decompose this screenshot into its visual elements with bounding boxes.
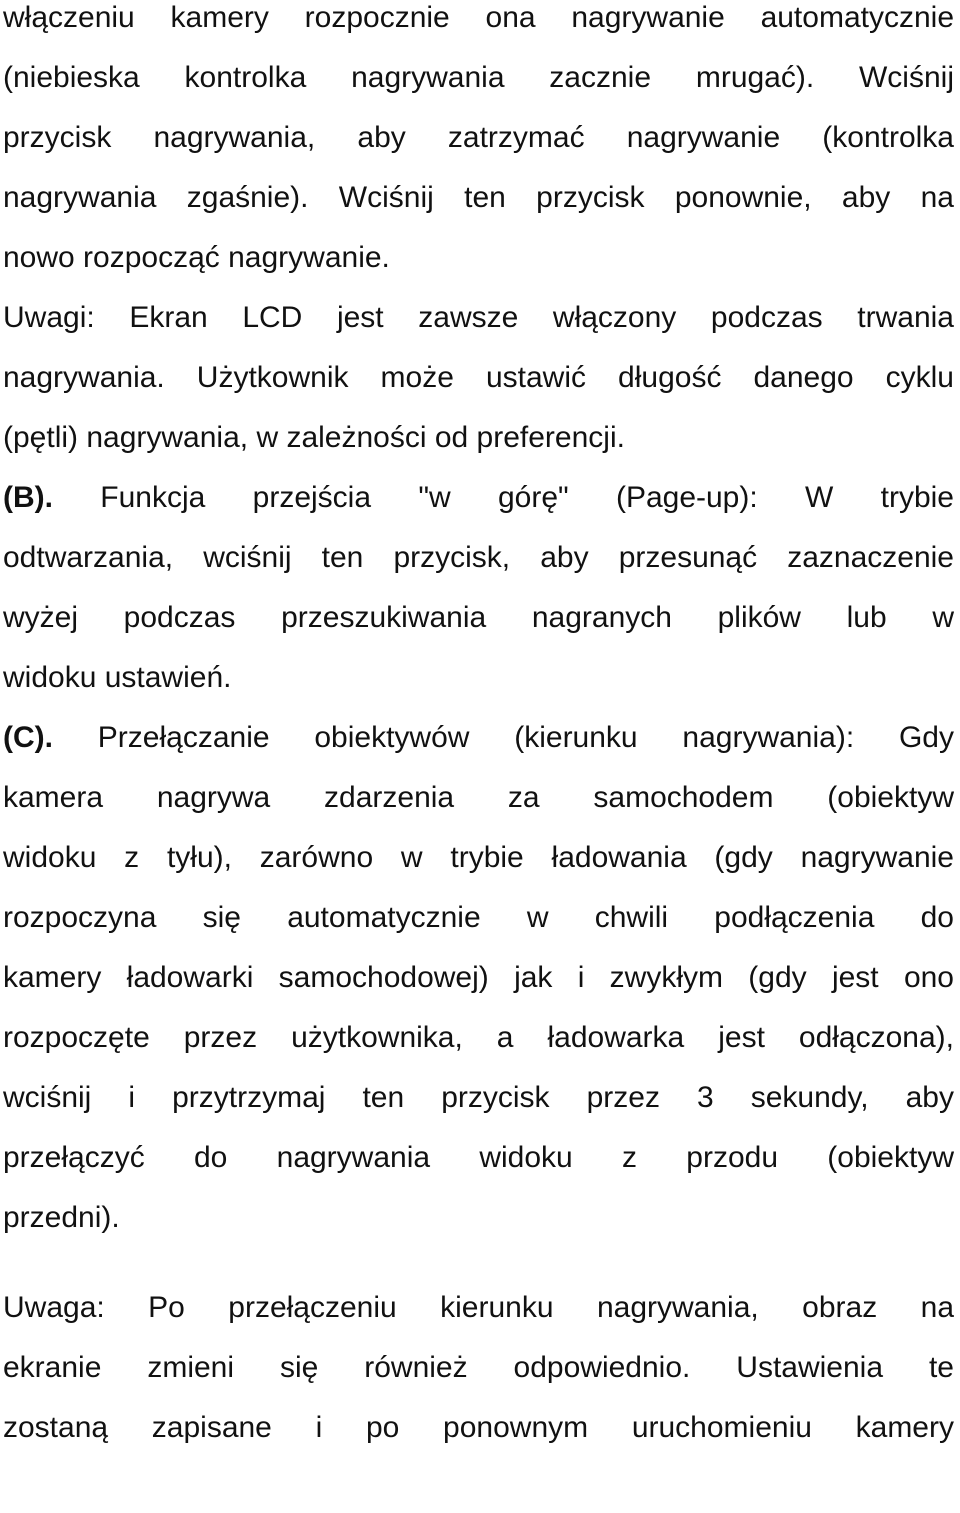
text-line: kamera nagrywa zdarzenia za samochodem (obiektyw <box>3 781 954 814</box>
section-b-first-line <box>3 468 954 528</box>
text-line: nagrywania zgaśnie). Wciśnij ten przycisk ponownie, aby na <box>3 181 954 214</box>
section-c-paragraph <box>3 708 954 1248</box>
text-line: Uwaga: Po przełączeniu kierunku nagrywania, obraz na <box>3 1291 954 1324</box>
text-line: ekranie zmieni się również odpowiednio. Ustawienia te <box>3 1351 954 1384</box>
text-line: przełączyć do nagrywania widoku z przodu (obiektyw <box>3 1141 954 1174</box>
text-line: (niebieska kontrolka nagrywania zacznie mrugać). Wciśnij <box>3 61 954 94</box>
section-b-paragraph <box>3 468 954 708</box>
section-c-first-line <box>3 708 954 768</box>
text-line: nagrywania. Użytkownik może ustawić długość danego cyklu <box>3 361 954 394</box>
document-body <box>3 0 954 1458</box>
section-c-heading-text: Przełączanie obiektywów (kierunku nagrywania): Gdy <box>97 721 954 754</box>
text-line: zostaną zapisane i po ponownym uruchomieniu kamery <box>3 1411 954 1444</box>
text-line: wciśnij i przytrzymaj ten przycisk przez 3 sekundy, aby <box>3 1081 954 1114</box>
text-line: widoku z tyłu), zarówno w trybie ładowania (gdy nagrywanie <box>3 841 954 874</box>
text-line: wyżej podczas przeszukiwania nagranych plików lub w <box>3 601 954 634</box>
text-line: nowo rozpocząć nagrywanie. <box>3 241 390 274</box>
text-line: przedni). <box>3 1201 120 1234</box>
text-line: (pętli) nagrywania, w zależności od preferencji. <box>3 421 625 454</box>
text-line: Uwagi: Ekran LCD jest zawsze włączony podczas trwania <box>3 301 954 334</box>
text-line: rozpoczyna się automatycznie w chwili podłączenia do <box>3 901 954 934</box>
text-line: kamery ładowarki samochodowej) jak i zwykłym (gdy jest ono <box>3 961 954 994</box>
direction-note-paragraph <box>3 1278 954 1458</box>
section-b-heading-text: Funkcja przejścia "w górę" (Page-up): W trybie <box>100 481 954 514</box>
paragraph-spacer <box>3 1248 954 1278</box>
text-line: włączeniu kamery rozpocznie ona nagrywanie automatycznie <box>3 1 954 34</box>
recording-paragraph <box>3 0 954 288</box>
lcd-note-paragraph <box>3 288 954 468</box>
text-line: widoku ustawień. <box>3 661 232 694</box>
section-c-label: (C). <box>3 721 53 754</box>
text-line: przycisk nagrywania, aby zatrzymać nagrywanie (kontrolka <box>3 121 954 154</box>
section-b-label: (B). <box>3 481 53 514</box>
text-line: odtwarzania, wciśnij ten przycisk, aby przesunąć zaznaczenie <box>3 541 954 574</box>
text-line: rozpoczęte przez użytkownika, a ładowarka jest odłączona), <box>3 1021 954 1054</box>
